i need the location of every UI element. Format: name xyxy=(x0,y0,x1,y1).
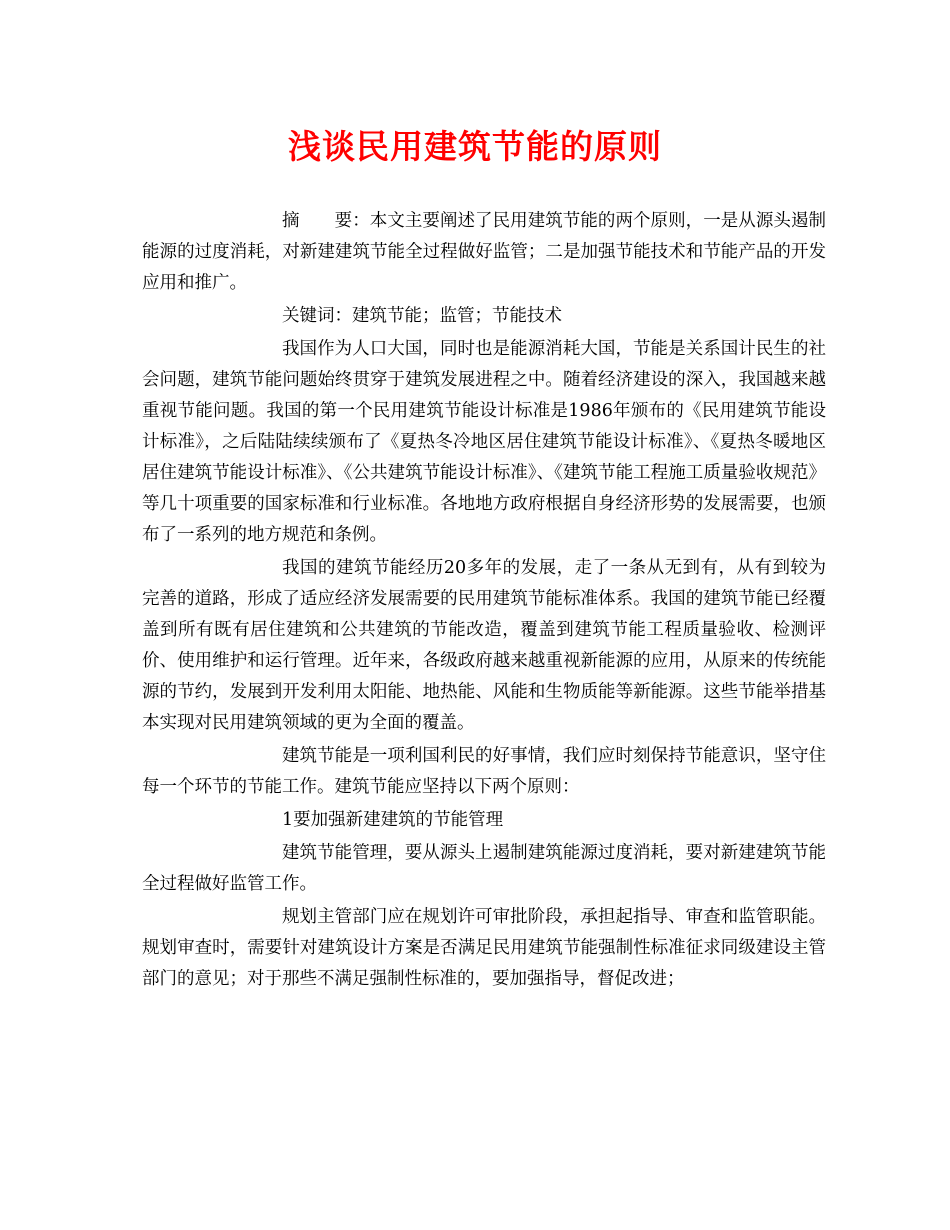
body-paragraph: 建筑节能管理，要从源头上遏制建筑能源过度消耗，要对新建建筑节能全过程做好监管工作。 xyxy=(142,843,826,894)
body-paragraph: 我国的建筑节能经历20多年的发展，走了一条从无到有，从有到较为完善的道路，形成了适应经济发展需要的民用建筑节能标准体系。我国的建筑节能已经覆盖到所有既有居住建筑和公共建筑的节能改造，覆盖到建筑节能工程质量验收、检测评价、使用维护和运行管理。近年来，各级政府越来越重视新能源的应用，从原来的传统能源的节约，发展到开发利用太阳能、地热能、风能和生物质能等新能源。这些节能举措基本实现对民用建筑领域的更为全面的覆盖。 xyxy=(142,558,826,733)
body-paragraph: 建筑节能是一项利国利民的好事情，我们应时刻保持节能意识，坚守住每一个环节的节能工作。建筑节能应坚持以下两个原则： xyxy=(142,746,826,797)
document-title: 浅谈民用建筑节能的原则 xyxy=(288,127,662,166)
section-heading: 1要加强新建建筑的节能管理 xyxy=(282,810,504,830)
abstract-paragraph: 摘 要：本文主要阐述了民用建筑节能的两个原则，一是从源头遏制能源的过度消耗，对新建建筑节能全过程做好监管；二是加强节能技术和节能产品的开发应用和推广。 xyxy=(142,211,826,293)
body-paragraph: 规划主管部门应在规划许可审批阶段，承担起指导、审查和监管职能。规划审查时，需要针对建筑设计方案是否满足民用建筑节能强制性标准征求同级建设主管部门的意见；对于那些不满足强制性标准的，要加强指导，督促改进； xyxy=(142,907,826,989)
document-body xyxy=(142,206,826,995)
body-paragraph: 我国作为人口大国，同时也是能源消耗大国，节能是关系国计民生的社会问题，建筑节能问题始终贯穿于建筑发展进程之中。随着经济建设的深入，我国越来越重视节能问题。我国的第一个民用建筑节能设计标准是1986年颁布的《民用建筑节能设计标准》，之后陆陆续续颁布了《夏热冬冷地区居住建筑节能设计标准》、《夏热冬暖地区居住建筑节能设计标准》、《公共建筑节能设计标准》、《建筑节能工程施工质量验收规范》等几十项重要的国家标准和行业标准。各地地方政府根据自身经济形势的发展需要，也颁布了一系列的地方规范和条例。 xyxy=(142,339,826,545)
keywords-paragraph: 关键词：建筑节能；监管；节能技术 xyxy=(282,306,562,326)
